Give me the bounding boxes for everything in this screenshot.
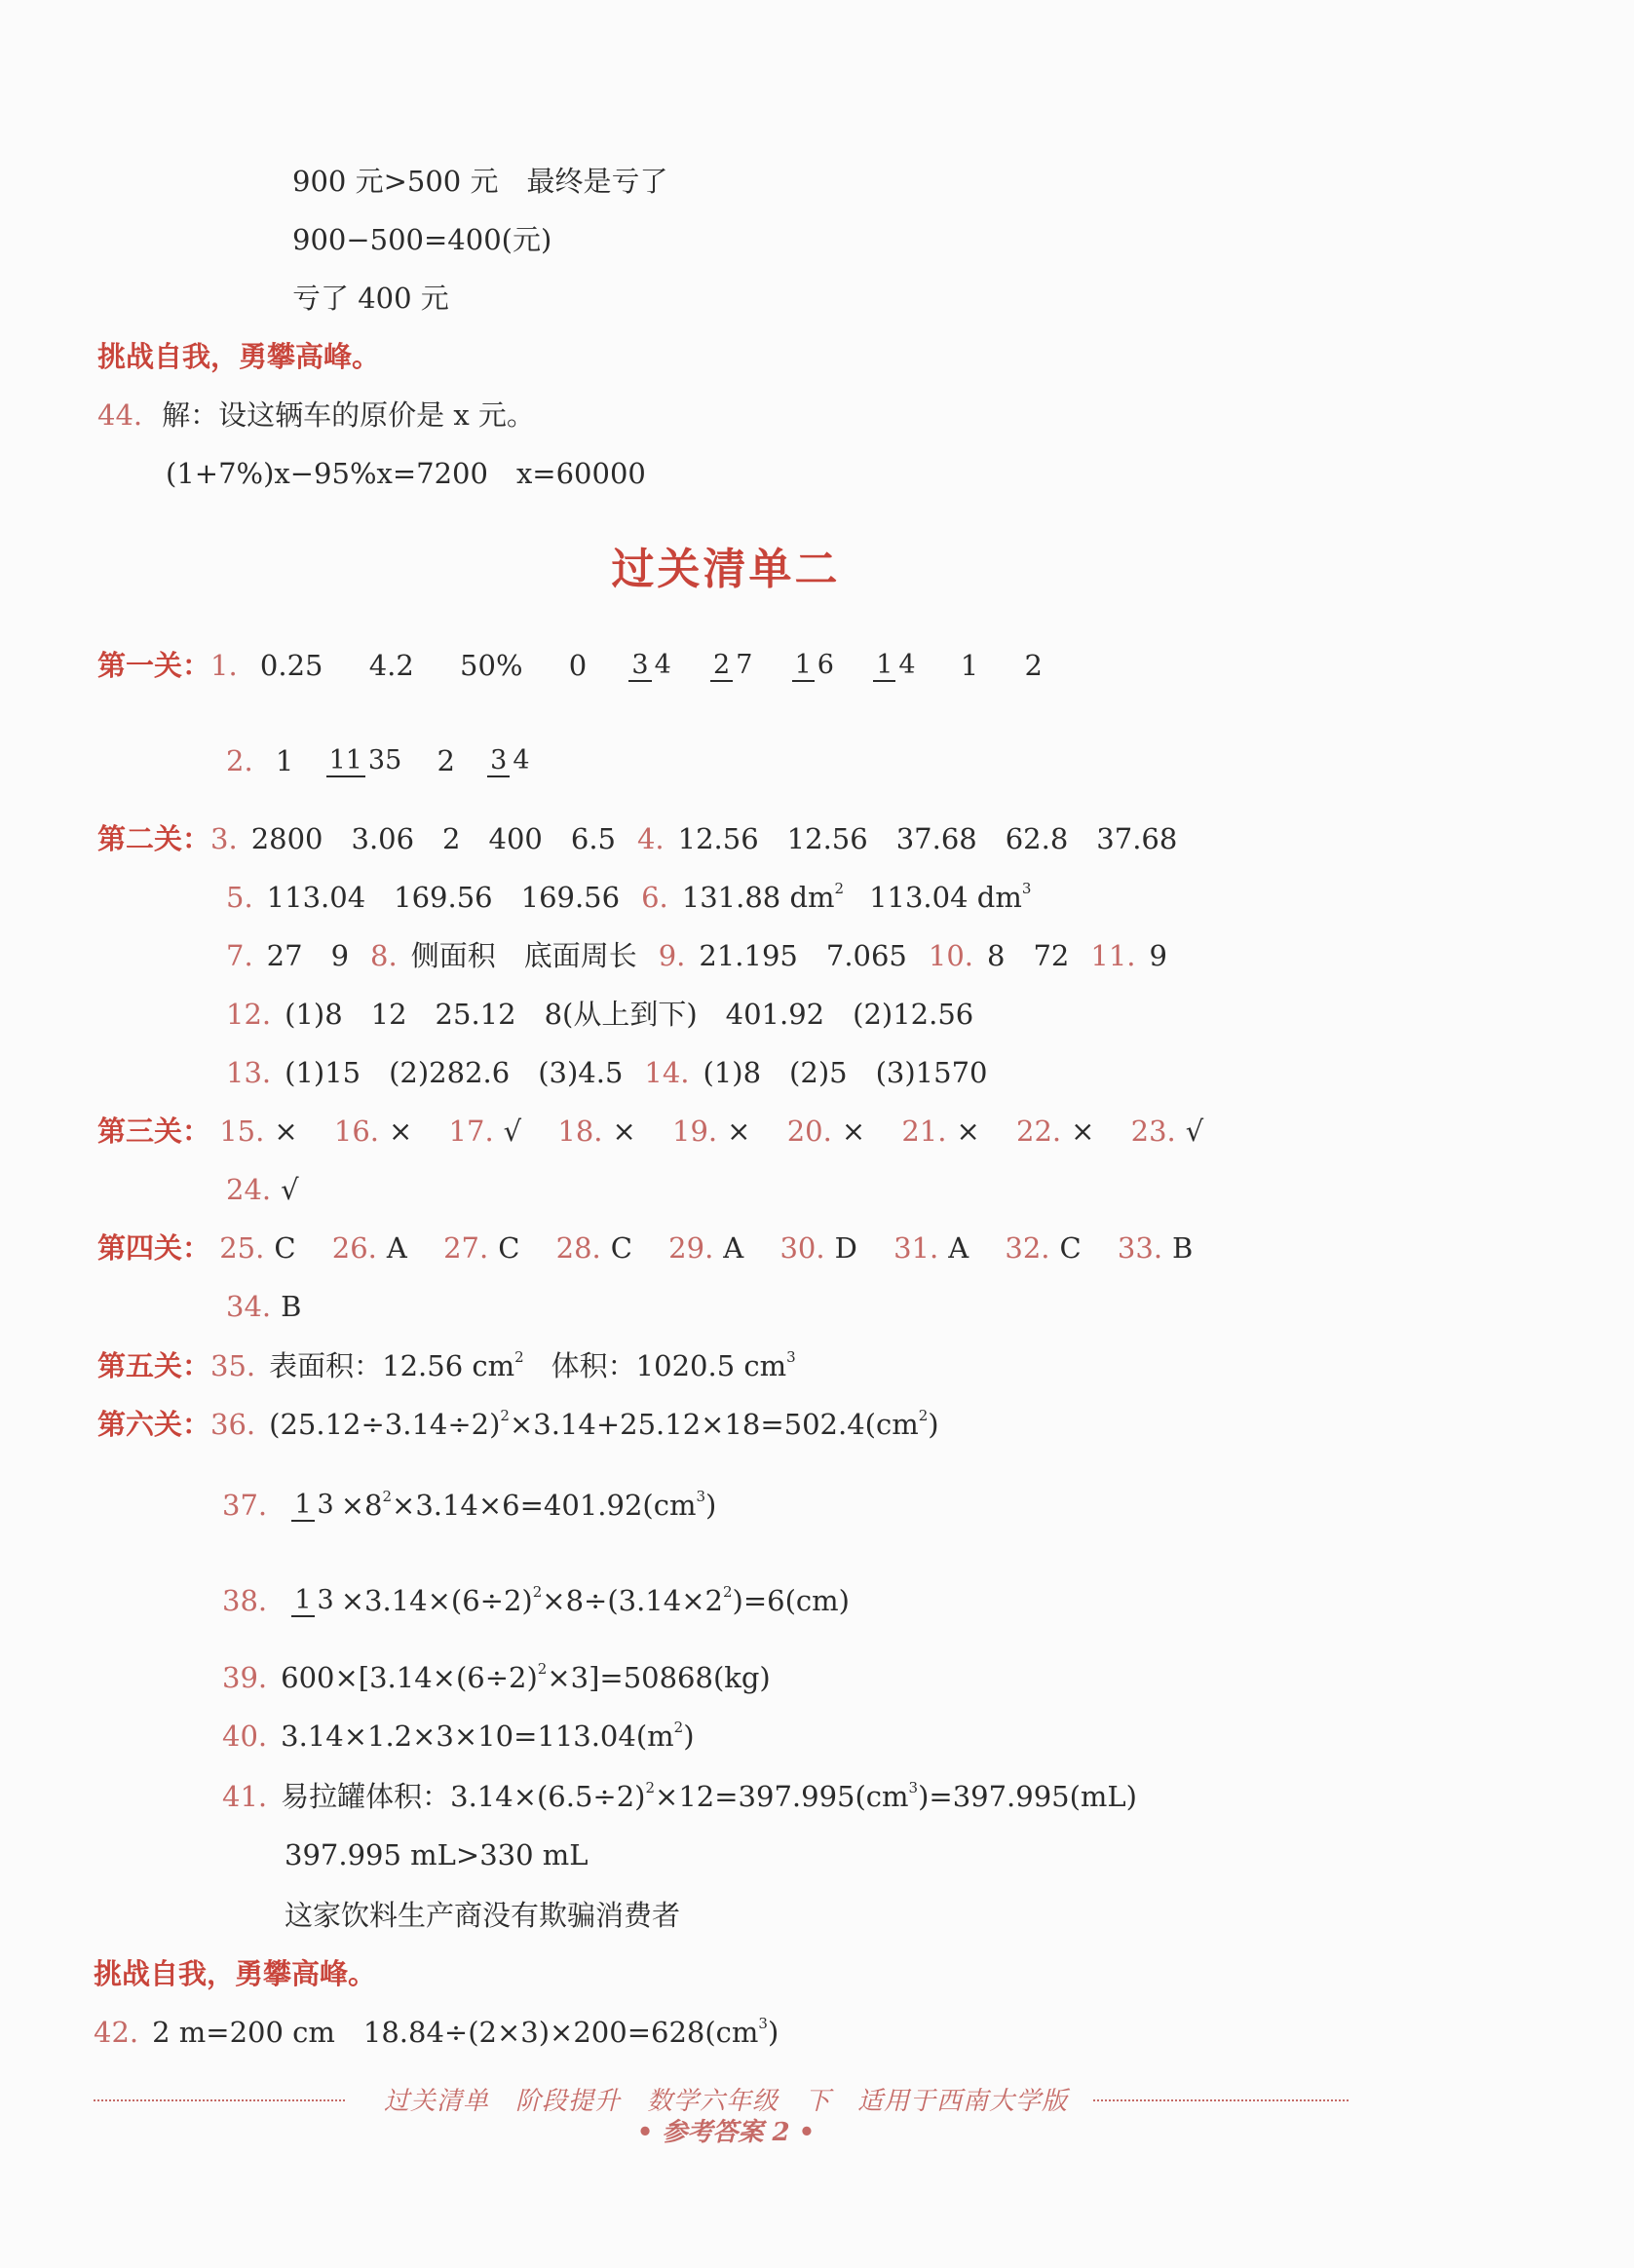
challenge-heading: 挑战自我，勇攀高峰。 [94, 1957, 377, 1990]
fraction: 1 4 [873, 651, 918, 680]
level-5-row: 第五关：35. 表面积：12.56 $cm^2$ 体积：1020.5 $cm^3$ [97, 1348, 796, 1382]
level-6-q40: 40. $3.14\times 1.2\times 3\times 10=113.04(m^2)$ [222, 1719, 695, 1753]
answer-line: 900 元>500 元 最终是亏了 [292, 165, 668, 198]
question-44-equation: (1+7%)x−95%x=7200 x=60000 [166, 457, 646, 490]
level-4-row2: 34. B [226, 1290, 302, 1323]
level-1-q2: 2. 1 11 35 2 3 4 [226, 725, 547, 793]
fraction: 1 3 [291, 1586, 336, 1615]
page-title: 过关清单二 [611, 545, 841, 594]
fraction: 3 4 [628, 651, 673, 680]
level-2-row3: 7. 27 9 8. 侧面积 底面周长 9. 21.195 7.065 10. 8 72 11. 9 [226, 939, 1167, 972]
level-2-row2: 5. 113.04 169.56 169.56 6. 131.88 $dm^2$ 113.04 $dm^3$ [226, 880, 1032, 914]
level-2-row1: 第二关：3. 2800 3.06 2 400 6.5 4. 12.56 12.56 37.68 62.8 37.68 [97, 822, 1178, 855]
fraction: 2 7 [710, 651, 755, 680]
level-6-q37: 37. 1 $3 \times 8^2\times 3.14\times 6=401.92(cm^3)$ [222, 1488, 717, 1522]
fraction: 3 4 [487, 746, 532, 775]
fraction: 1 3 [291, 1491, 336, 1520]
level-2-row5: 13. (1)15 (2)282.6 (3)4.5 14. (1)8 (2)5 (3)1570 [226, 1056, 988, 1089]
level-6-q41: 41. 易拉罐体积：$3.14\times(6.5\div 2)^2\times 12=397.995(cm^3)=397.995(mL)$ [222, 1779, 1137, 1813]
level-3-row2: 24. √ [226, 1173, 299, 1206]
level-3-row1: 第三关： 15. × 16. × 17. √ 18. × 19. × 20. × 21. × 22. × 23. √ [97, 1115, 1204, 1148]
challenge-heading: 挑战自我，勇攀高峰。 [97, 340, 381, 373]
level-6-q38: 38. 1 $3 \times 3.14\times(6\div 2)^2\times 8\div(3.14\times 2^2)=6(cm)$ [222, 1583, 850, 1617]
answer-line: 亏了 400 元 [292, 282, 449, 315]
level-6-q41-line3: 这家饮料生产商没有欺骗消费者 [285, 1899, 681, 1932]
question-44: 44. 解：设这辆车的原价是 x 元。 [97, 398, 535, 432]
level-4-row1: 第四关： 25. C 26. A 27. C 28. C 29. A 30. D 31. A 32. C 33. B [97, 1231, 1194, 1265]
footer-text: 过关清单 阶段提升 数学六年级 下 适用于西南大学版 [383, 2087, 1068, 2116]
question-42: 42. 2 m=200 cm $18.84\div(2\times 3)\times 200=628(cm^3)$ [94, 2015, 779, 2049]
level-6-q36: 第六关：36. $(25.12\div 3.14\div 2)^2\times 3.14+25.12\times 18=502.4(cm^2)$ [97, 1407, 939, 1441]
fraction: 11 35 [326, 746, 405, 775]
page-number: • 参考答案 2 • [636, 2118, 816, 2147]
fraction: 1 6 [792, 651, 837, 680]
level-6-q39: 39. $600\times[3.14\times(6\div 2)^2\times 3]=50868(kg)$ [222, 1660, 771, 1694]
level-6-q41-line2: 397.995 mL>330 mL [285, 1838, 589, 1871]
answer-line: 900−500=400(元) [292, 223, 552, 256]
level-1-q1: 第一关：1. 0.25 4.2 50% 0 3 4 2 7 1 6 1 4 1 2 [97, 649, 1043, 682]
level-2-row4: 12. (1)8 12 25.12 8(从上到下) 401.92 (2)12.56 [226, 998, 974, 1031]
